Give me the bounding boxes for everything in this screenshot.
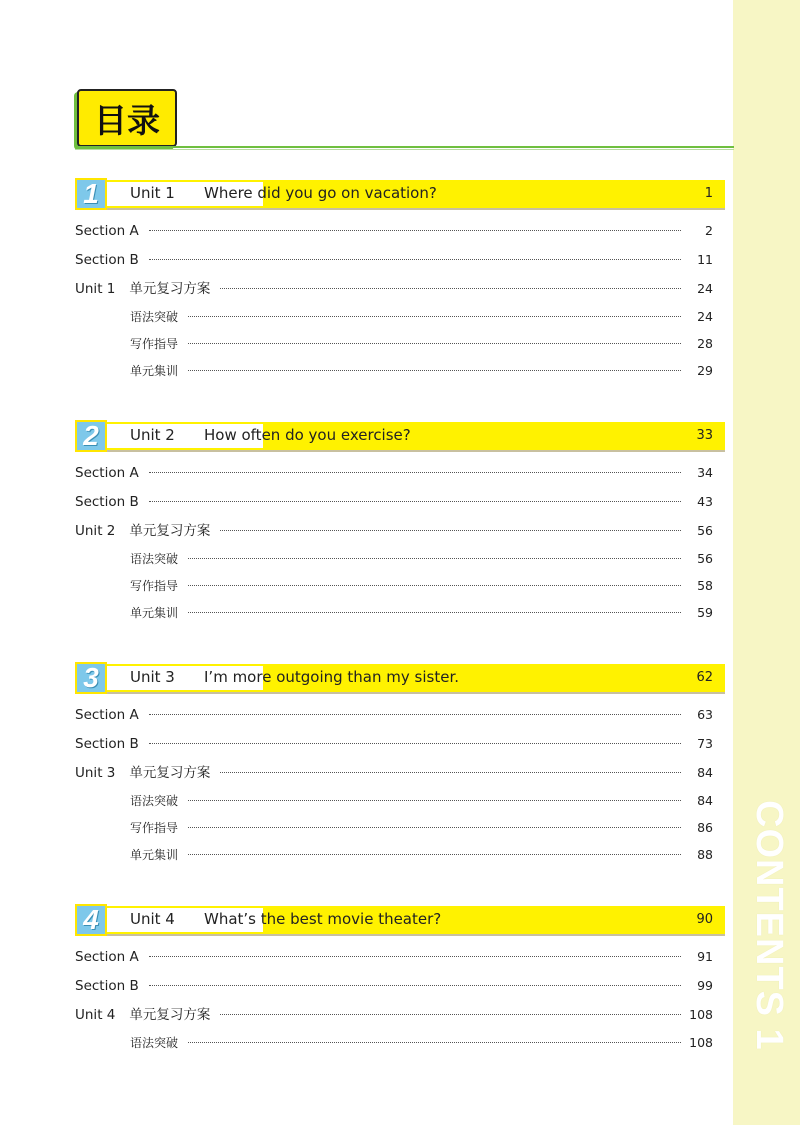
unit-title: I’m more outgoing than my sister. [204, 668, 459, 686]
toc-entry-page: 91 [697, 949, 713, 964]
toc-entry[interactable] [75, 841, 725, 868]
unit-header[interactable] [75, 904, 725, 934]
toc-entry-page: 84 [697, 793, 713, 808]
dot-leader [188, 558, 681, 559]
toc-entry-page: 63 [697, 707, 713, 722]
toc-entry[interactable] [75, 700, 725, 729]
toc-entry-page: 73 [697, 736, 713, 751]
toc-entry-label: Section B [75, 978, 139, 994]
unit-page-number: 33 [696, 428, 713, 443]
unit-header[interactable] [75, 662, 725, 692]
unit-name: Unit 4 [130, 910, 175, 928]
toc-entry-label: 语法突破 [130, 794, 179, 808]
toc-entry-label: 写作指导 [130, 337, 179, 351]
toc-entry[interactable] [75, 787, 725, 814]
unit-number-badge: 4 [75, 904, 107, 936]
unit-title: Where did you go on vacation? [204, 184, 437, 202]
unit-header-underline [105, 692, 725, 694]
toc-entry-label: 语法突破 [130, 310, 179, 324]
toc-entry[interactable] [75, 516, 725, 545]
toc-entry-page: 99 [697, 978, 713, 993]
toc-entry-page: 58 [697, 578, 713, 593]
unit-page-number: 62 [696, 670, 713, 685]
toc-entry[interactable] [75, 303, 725, 330]
unit-entries [75, 216, 725, 384]
dot-leader [188, 827, 681, 828]
toc-entry-label: 单元集训 [130, 364, 179, 378]
unit-number-badge: 2 [75, 420, 107, 452]
dot-leader [188, 854, 681, 855]
title-divider-thin [75, 149, 734, 150]
toc-entry-page: 28 [697, 336, 713, 351]
dot-leader [220, 1014, 681, 1015]
toc-entry-page: 108 [689, 1035, 713, 1050]
toc-entry[interactable] [75, 814, 725, 841]
unit-title: How often do you exercise? [204, 426, 411, 444]
dot-leader [188, 316, 681, 317]
toc-entry-page: 59 [697, 605, 713, 620]
toc-entry[interactable] [75, 599, 725, 626]
toc-entry[interactable] [75, 487, 725, 516]
unit-name: Unit 1 [130, 184, 175, 202]
unit-section [75, 420, 725, 626]
toc-entry-page: 24 [697, 309, 713, 324]
toc-entry[interactable] [75, 458, 725, 487]
dot-leader [188, 585, 681, 586]
unit-header-underline [105, 208, 725, 210]
dot-leader [188, 370, 681, 371]
toc-entry[interactable] [75, 216, 725, 245]
unit-entries [75, 458, 725, 626]
dot-leader [188, 612, 681, 613]
unit-page-number: 1 [704, 186, 713, 201]
toc-entry-label: 写作指导 [130, 821, 179, 835]
toc-entry-page: 29 [697, 363, 713, 378]
toc-entry[interactable] [75, 1000, 725, 1029]
toc-entry[interactable] [75, 971, 725, 1000]
unit-page-number: 90 [696, 912, 713, 927]
dot-leader [149, 259, 681, 260]
unit-number-badge: 1 [75, 178, 107, 210]
toc-entry[interactable] [75, 729, 725, 758]
unit-section [75, 904, 725, 1056]
title-divider [75, 146, 734, 148]
unit-name: Unit 2 [130, 426, 175, 444]
toc-entry[interactable] [75, 758, 725, 787]
toc-entry-sublabel: 单元复习方案 [129, 1007, 211, 1023]
toc-entry-page: 88 [697, 847, 713, 862]
dot-leader [149, 743, 681, 744]
toc-entry[interactable] [75, 545, 725, 572]
dot-leader [220, 288, 681, 289]
toc-entry-page: 56 [697, 551, 713, 566]
dot-leader [149, 956, 681, 957]
toc-entry-label: Section B [75, 736, 139, 752]
toc-entry-page: 56 [697, 523, 713, 538]
dot-leader [188, 800, 681, 801]
page-title: 目录 [77, 89, 177, 147]
toc-entry[interactable] [75, 1029, 725, 1056]
unit-title: What’s the best movie theater? [204, 910, 442, 928]
toc-entry-label: Section A [75, 949, 139, 965]
toc-entry-page: 34 [697, 465, 713, 480]
unit-section [75, 662, 725, 868]
toc-entry-label: Section A [75, 465, 139, 481]
toc-entry-label: Unit 3 [75, 765, 116, 781]
dot-leader [188, 343, 681, 344]
unit-name: Unit 3 [130, 668, 175, 686]
toc-entry[interactable] [75, 572, 725, 599]
unit-number-badge: 3 [75, 662, 107, 694]
toc-entry-label: Section A [75, 223, 139, 239]
toc-entry-label: Unit 2 [75, 523, 116, 539]
toc-entry[interactable] [75, 245, 725, 274]
toc-entry-page: 84 [697, 765, 713, 780]
toc-entry[interactable] [75, 330, 725, 357]
toc-entry-label: Unit 4 [75, 1007, 116, 1023]
toc-entry[interactable] [75, 274, 725, 303]
toc-entry[interactable] [75, 942, 725, 971]
toc-entry-sublabel: 单元复习方案 [129, 281, 211, 297]
unit-header[interactable] [75, 420, 725, 450]
unit-entries [75, 942, 725, 1056]
dot-leader [220, 530, 681, 531]
dot-leader [149, 472, 681, 473]
dot-leader [149, 230, 681, 231]
toc-entry-label: 单元集训 [130, 848, 179, 862]
unit-header-underline [105, 450, 725, 452]
toc-entry-label: 写作指导 [130, 579, 179, 593]
side-label: CONTENTS 1 [748, 800, 790, 1051]
toc-entry-label: 单元集训 [130, 606, 179, 620]
toc-entry-label: Section B [75, 494, 139, 510]
toc-entry-label: Section B [75, 252, 139, 268]
toc-entry-label: 语法突破 [130, 1036, 179, 1050]
unit-header[interactable] [75, 178, 725, 208]
unit-entries [75, 700, 725, 868]
toc-entry-page: 24 [697, 281, 713, 296]
unit-section [75, 178, 725, 384]
dot-leader [220, 772, 681, 773]
toc-entry-page: 108 [689, 1007, 713, 1022]
dot-leader [149, 985, 681, 986]
toc-entry-page: 11 [697, 252, 713, 267]
toc-entry-label: Section A [75, 707, 139, 723]
toc-entry-label: 语法突破 [130, 552, 179, 566]
dot-leader [149, 501, 681, 502]
toc-entry-page: 86 [697, 820, 713, 835]
toc-entry-sublabel: 单元复习方案 [129, 765, 211, 781]
toc-entry-page: 2 [705, 223, 713, 238]
toc-entry[interactable] [75, 357, 725, 384]
unit-header-underline [105, 934, 725, 936]
toc-entry-label: Unit 1 [75, 281, 116, 297]
toc-entry-page: 43 [697, 494, 713, 509]
dot-leader [188, 1042, 681, 1043]
toc-entry-sublabel: 单元复习方案 [129, 523, 211, 539]
dot-leader [149, 714, 681, 715]
